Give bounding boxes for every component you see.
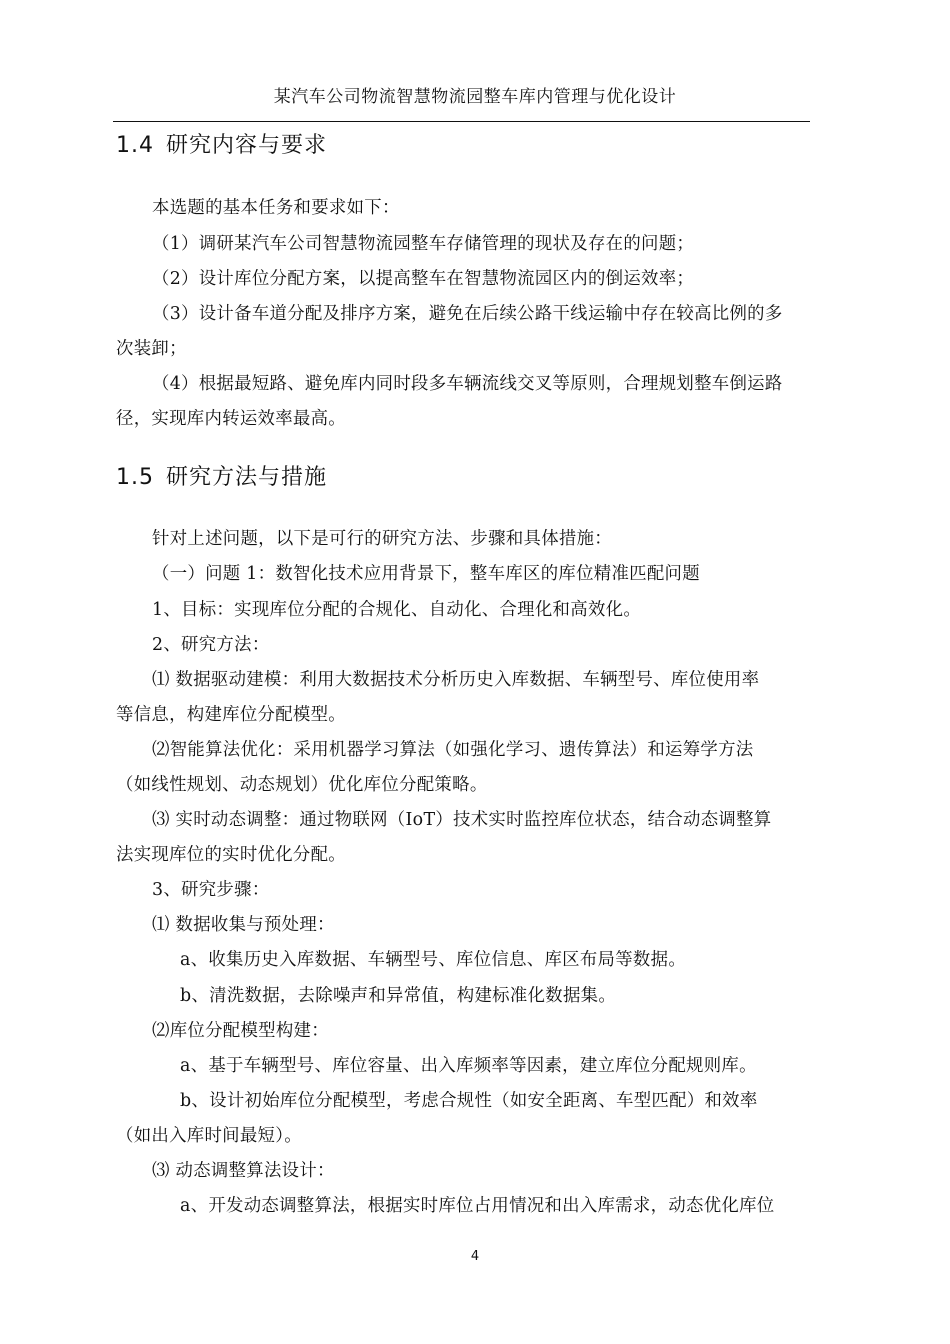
header-rule xyxy=(113,121,810,122)
paragraph-line: ⑴ 数据驱动建模：利用大数据技术分析历史入库数据、车辆型号、库位使用率 xyxy=(152,670,760,690)
paragraph-line: b、设计初始库位分配模型，考虑合规性（如安全距离、车型匹配）和效率 xyxy=(180,1091,758,1111)
page-header-title: 某汽车公司物流智慧物流园整车库内管理与优化设计 xyxy=(273,87,677,107)
section-number: 1.5 xyxy=(116,465,154,490)
paragraph-line: 径，实现库内转运效率最高。 xyxy=(116,409,346,429)
paragraph-line: ⑶ 动态调整算法设计： xyxy=(152,1161,335,1181)
paragraph-line: （3）设计备车道分配及排序方案，避免在后续公路干线运输中存在较高比例的多 xyxy=(152,304,783,324)
paragraph-line: （1）调研某汽车公司智慧物流园整车存储管理的现状及存在的问题； xyxy=(152,234,695,254)
section-number: 1.4 xyxy=(116,133,154,158)
paragraph-line: ⑴ 数据收集与预处理： xyxy=(152,915,335,935)
paragraph-line: 本选题的基本任务和要求如下： xyxy=(152,198,400,218)
paragraph-line: （如线性规划、动态规划）优化库位分配策略。 xyxy=(116,775,488,795)
paragraph-line: ⑵智能算法优化：采用机器学习算法（如强化学习、遗传算法）和运筹学方法 xyxy=(152,740,754,760)
paragraph-line: 3、研究步骤： xyxy=(152,880,270,900)
paragraph-line: 法实现库位的实时优化分配。 xyxy=(116,845,346,865)
paragraph-line: （4）根据最短路、避免库内同时段多车辆流线交叉等原则，合理规划整车倒运路 xyxy=(152,374,783,394)
section-1-5-heading xyxy=(116,460,327,491)
paragraph-line: （2）设计库位分配方案，以提高整车在智慧物流园区内的倒运效率； xyxy=(152,269,695,289)
section-title: 研究方法与措施 xyxy=(166,465,328,490)
page-number: 4 xyxy=(470,1249,480,1264)
paragraph-line: （如出入库时间最短）。 xyxy=(116,1126,302,1146)
paragraph-line: b、清洗数据，去除噪声和异常值，构建标准化数据集。 xyxy=(180,986,617,1006)
paragraph-line: 次装卸； xyxy=(116,339,187,359)
paragraph-line: （一）问题 1：数智化技术应用背景下，整车库区的库位精准匹配问题 xyxy=(152,564,700,584)
paragraph-line: 等信息，构建库位分配模型。 xyxy=(116,705,346,725)
paragraph-line: ⑶ 实时动态调整：通过物联网（IoT）技术实时监控库位状态，结合动态调整算 xyxy=(152,810,772,830)
paragraph-line: ⑵库位分配模型构建： xyxy=(152,1021,329,1041)
paragraph-line: a、基于车辆型号、库位容量、出入库频率等因素，建立库位分配规则库。 xyxy=(180,1056,757,1076)
paragraph-line: a、收集历史入库数据、车辆型号、库位信息、库区布局等数据。 xyxy=(180,950,687,970)
paragraph-line: 1、目标：实现库位分配的合规化、自动化、合理化和高效化。 xyxy=(152,600,642,620)
paragraph-line: a、开发动态调整算法，根据实时库位占用情况和出入库需求，动态优化库位 xyxy=(180,1196,775,1216)
paragraph-line: 针对上述问题，以下是可行的研究方法、步骤和具体措施： xyxy=(152,529,612,549)
paragraph-line: 2、研究方法： xyxy=(152,635,270,655)
section-1-4-heading xyxy=(116,128,327,159)
section-title: 研究内容与要求 xyxy=(166,133,328,158)
